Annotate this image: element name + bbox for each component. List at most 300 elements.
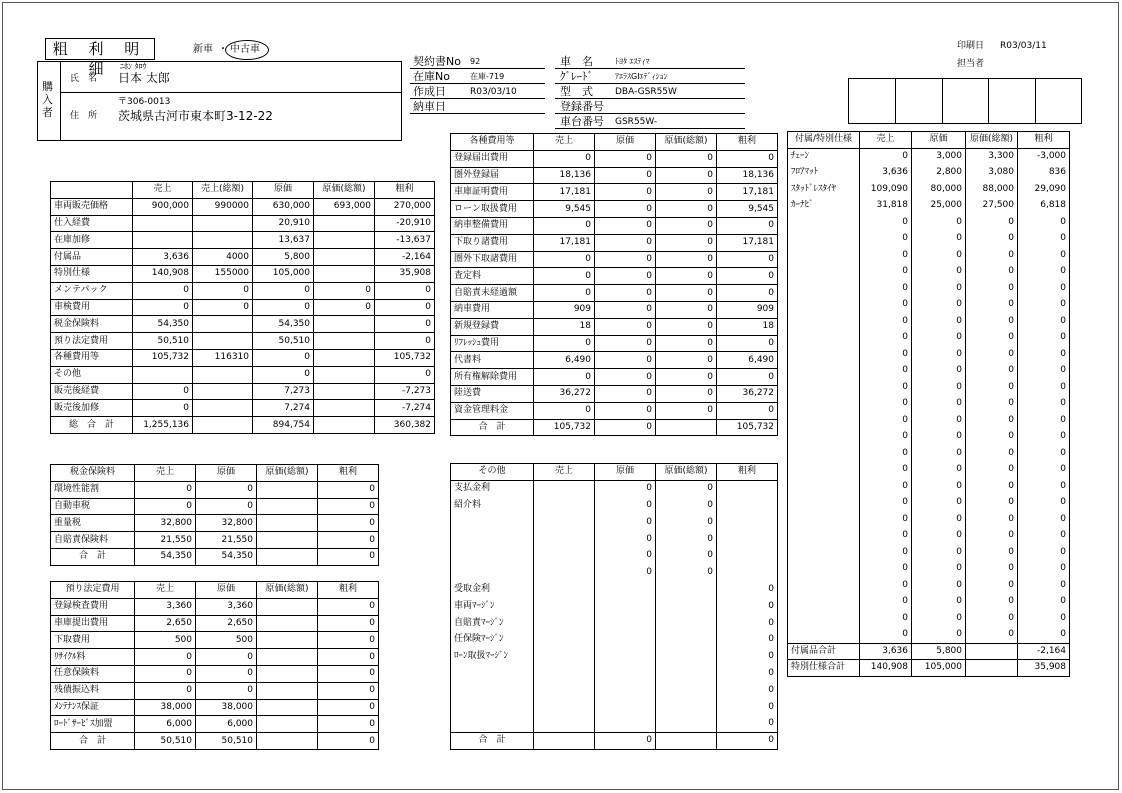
- table-cell: 0: [656, 497, 717, 514]
- table-cell: 0: [966, 231, 1018, 248]
- table-cell: 0: [717, 665, 778, 682]
- table-row: [451, 167, 778, 184]
- column-header: 売上: [534, 464, 595, 481]
- row-label: [788, 280, 860, 297]
- buyer-name: 日本 太郎: [118, 71, 170, 85]
- grade: ｱｴﾗｽGIｴﾃﾞｨｼｮﾝ: [615, 72, 668, 81]
- table-cell: 0: [318, 532, 379, 549]
- table-cell: 5,800: [912, 643, 966, 660]
- table-cell: 0: [318, 615, 379, 632]
- table-cell: 17,181: [717, 184, 778, 201]
- table-cell: [534, 598, 595, 615]
- table-cell: [534, 715, 595, 732]
- column-header: 粗利: [318, 465, 379, 482]
- table-row: [788, 577, 1070, 594]
- table-cell: -7,273: [375, 383, 435, 400]
- table-row: [51, 316, 435, 333]
- table-row: [788, 264, 1070, 281]
- table-row: [51, 716, 379, 733]
- table-cell: 0: [966, 610, 1018, 627]
- table-cell: 54,350: [133, 316, 193, 333]
- table-cell: 36,272: [717, 385, 778, 402]
- table-cell: [656, 665, 717, 682]
- table-cell: 80,000: [912, 181, 966, 198]
- table-cell: 0: [196, 682, 257, 699]
- row-label: [788, 264, 860, 281]
- table-cell: 0: [966, 511, 1018, 528]
- table-cell: 0: [656, 402, 717, 419]
- table-cell: 35,908: [1018, 660, 1070, 677]
- row-label: 自賠責未経過額: [451, 285, 534, 302]
- table-row: [51, 265, 435, 282]
- table-cell: 0: [314, 282, 375, 299]
- table-row: [788, 462, 1070, 479]
- table-row: [451, 531, 778, 548]
- table-cell: -2,164: [375, 249, 435, 266]
- table-cell: [534, 531, 595, 548]
- row-label: 下取り諸費用: [451, 234, 534, 251]
- table-row: [51, 232, 435, 249]
- row-label: 特別仕様合計: [788, 660, 860, 677]
- table-cell: 3,360: [196, 598, 257, 615]
- column-header: 付属/特別仕様: [788, 132, 860, 149]
- table-cell: 18: [717, 318, 778, 335]
- column-header: 原価: [912, 132, 966, 149]
- table-cell: 0: [1018, 280, 1070, 297]
- table-cell: 0: [1018, 627, 1070, 644]
- table-row: [788, 660, 1070, 677]
- table-cell: 0: [966, 363, 1018, 380]
- table-row: [451, 682, 778, 699]
- table-cell: 0: [318, 548, 379, 565]
- column-header: 原価(総額): [656, 464, 717, 481]
- table-cell: [595, 648, 656, 665]
- table-row: [51, 615, 379, 632]
- table-cell: 0: [196, 665, 257, 682]
- table-cell: 105,732: [534, 419, 595, 436]
- table-row: [788, 214, 1070, 231]
- table-header-row: [451, 134, 778, 151]
- table-cell: 3,636: [860, 165, 912, 182]
- table-cell: 0: [860, 429, 912, 446]
- table-row: [788, 544, 1070, 561]
- table-cell: 0: [656, 352, 717, 369]
- table-cell: 18: [534, 318, 595, 335]
- table-cell: 0: [860, 214, 912, 231]
- table-cell: [656, 615, 717, 632]
- table-cell: 27,500: [966, 198, 1018, 215]
- table-cell: 17,181: [717, 234, 778, 251]
- table-cell: 0: [860, 297, 912, 314]
- table-cell: 50,510: [196, 733, 257, 750]
- row-label: [788, 412, 860, 429]
- table-row: [451, 335, 778, 352]
- table-row: [51, 515, 379, 532]
- table-row: [788, 181, 1070, 198]
- table-cell: 0: [595, 732, 656, 749]
- table-cell: 0: [1018, 561, 1070, 578]
- table-row: [451, 352, 778, 369]
- table-cell: 0: [912, 561, 966, 578]
- row-label: 特別仕様: [51, 265, 133, 282]
- table-cell: 0: [717, 217, 778, 234]
- row-label: ﾌﾛｱﾏｯﾄ: [788, 165, 860, 182]
- table-row: [451, 268, 778, 285]
- row-label: 自賠責ﾏｰｼﾞﾝ: [451, 615, 534, 632]
- row-label: 総 合 計: [51, 417, 133, 434]
- row-label: [451, 682, 534, 699]
- table-row: [451, 234, 778, 251]
- table-header-row: [51, 182, 435, 199]
- table-cell: 0: [912, 462, 966, 479]
- table-cell: 0: [1018, 445, 1070, 462]
- zip-code: 〒306-0013: [118, 97, 171, 107]
- table-cell: [193, 417, 253, 434]
- column-header: 原価(総額): [656, 134, 717, 151]
- table-cell: 0: [860, 544, 912, 561]
- table-cell: 20,910: [253, 215, 314, 232]
- table-cell: 0: [912, 379, 966, 396]
- table-cell: 0: [534, 402, 595, 419]
- table-cell: 0: [375, 316, 435, 333]
- table-cell: 2,650: [196, 615, 257, 632]
- contract-no: 92: [470, 57, 481, 66]
- table-cell: [534, 581, 595, 598]
- name-label: 氏 名: [70, 74, 98, 84]
- table-cell: [595, 598, 656, 615]
- table-cell: [966, 660, 1018, 677]
- table-cell: [257, 515, 318, 532]
- table-cell: [534, 514, 595, 531]
- table-cell: 900,000: [133, 198, 193, 215]
- row-label: [788, 495, 860, 512]
- table-row: [451, 369, 778, 386]
- table-cell: 0: [656, 480, 717, 497]
- table-cell: 0: [253, 366, 314, 383]
- table-cell: 0: [318, 699, 379, 716]
- table-cell: 0: [318, 682, 379, 699]
- table-row: [51, 532, 379, 549]
- row-label: 紹介料: [451, 497, 534, 514]
- table-row: [451, 402, 778, 419]
- table-cell: 0: [534, 217, 595, 234]
- table-cell: [257, 498, 318, 515]
- table-cell: -3,000: [1018, 148, 1070, 165]
- table-cell: 0: [318, 665, 379, 682]
- table-cell: 0: [912, 214, 966, 231]
- table-cell: 0: [860, 495, 912, 512]
- table-cell: [314, 400, 375, 417]
- table-cell: 4000: [193, 249, 253, 266]
- table-cell: 18,136: [534, 167, 595, 184]
- table-cell: 0: [966, 214, 1018, 231]
- table-cell: 0: [135, 649, 196, 666]
- row-label: 任意保険料: [51, 665, 135, 682]
- row-label: 合 計: [451, 419, 534, 436]
- row-label: 圏外登録届: [451, 167, 534, 184]
- table-cell: 0: [534, 369, 595, 386]
- table-cell: [595, 682, 656, 699]
- table-cell: [717, 480, 778, 497]
- row-label: メンテパック: [51, 282, 133, 299]
- table-cell: [257, 699, 318, 716]
- column-header: 粗利: [717, 134, 778, 151]
- table-cell: [717, 497, 778, 514]
- table-cell: 0: [966, 561, 1018, 578]
- table-row: [788, 396, 1070, 413]
- table-row: [451, 497, 778, 514]
- table-cell: [656, 648, 717, 665]
- table-cell: 32,800: [135, 515, 196, 532]
- table-cell: 13,637: [253, 232, 314, 249]
- table-cell: 0: [534, 251, 595, 268]
- table-row: [451, 201, 778, 218]
- table-cell: 0: [966, 264, 1018, 281]
- table-cell: 0: [656, 301, 717, 318]
- table-cell: 0: [135, 682, 196, 699]
- table-cell: 0: [656, 234, 717, 251]
- table-cell: 0: [860, 462, 912, 479]
- table-header-row: [51, 465, 379, 482]
- table-row: [451, 665, 778, 682]
- table-cell: 0: [912, 528, 966, 545]
- table-cell: [257, 481, 318, 498]
- table-cell: 0: [375, 333, 435, 350]
- table-cell: 500: [135, 632, 196, 649]
- table-cell: 0: [966, 396, 1018, 413]
- table-cell: [534, 631, 595, 648]
- table-cell: 0: [860, 280, 912, 297]
- table-cell: 270,000: [375, 198, 435, 215]
- table-cell: 0: [966, 462, 1018, 479]
- table-cell: 0: [318, 716, 379, 733]
- table-cell: [193, 383, 253, 400]
- row-label: 任保険ﾏｰｼﾞﾝ: [451, 631, 534, 648]
- table-cell: [534, 699, 595, 716]
- table-cell: 0: [717, 251, 778, 268]
- table-cell: 105,732: [133, 349, 193, 366]
- row-label: [788, 313, 860, 330]
- table-cell: 38,000: [196, 699, 257, 716]
- table-cell: 0: [717, 369, 778, 386]
- table-cell: [595, 581, 656, 598]
- row-label: [788, 594, 860, 611]
- table-cell: 0: [860, 396, 912, 413]
- table-row: [451, 150, 778, 167]
- table-cell: 0: [966, 627, 1018, 644]
- table-cell: 0: [912, 445, 966, 462]
- table-cell: 0: [860, 264, 912, 281]
- table-row: [788, 247, 1070, 264]
- column-header: 原価(総額): [257, 582, 318, 599]
- table-cell: 0: [595, 564, 656, 581]
- table-row: [451, 301, 778, 318]
- table-cell: 0: [133, 400, 193, 417]
- table-cell: [656, 715, 717, 732]
- table-cell: 0: [318, 515, 379, 532]
- row-label: ローン取扱費用: [451, 201, 534, 218]
- table-cell: 0: [717, 615, 778, 632]
- table-cell: 0: [860, 478, 912, 495]
- buyer-address: 茨城県古河市東本町3-12-22: [118, 109, 273, 123]
- table-cell: 0: [860, 594, 912, 611]
- table-cell: 0: [717, 598, 778, 615]
- table-cell: [193, 400, 253, 417]
- table-cell: 0: [860, 561, 912, 578]
- table-cell: [193, 366, 253, 383]
- table-cell: 0: [595, 167, 656, 184]
- row-label: 在庫加修: [51, 232, 133, 249]
- table-cell: 2,650: [135, 615, 196, 632]
- table-cell: 0: [656, 268, 717, 285]
- table-header-row: [788, 132, 1070, 149]
- table-cell: 0: [1018, 247, 1070, 264]
- table-row: [451, 547, 778, 564]
- row-label: 重量税: [51, 515, 135, 532]
- table-row: [788, 528, 1070, 545]
- table-cell: 0: [595, 419, 656, 436]
- stock-no: 在庫-719: [470, 72, 505, 81]
- contract-no-label: 契約書No: [413, 55, 461, 68]
- table-cell: 0: [133, 383, 193, 400]
- row-label: [788, 363, 860, 380]
- table-cell: 0: [534, 268, 595, 285]
- table-cell: 0: [595, 234, 656, 251]
- table-cell: 0: [133, 282, 193, 299]
- table-row: [788, 165, 1070, 182]
- table-row: [788, 280, 1070, 297]
- table-row: [788, 511, 1070, 528]
- table-cell: 38,000: [135, 699, 196, 716]
- new-car-label: 新車: [193, 44, 213, 55]
- table-cell: [314, 265, 375, 282]
- table-row: [51, 632, 379, 649]
- table-cell: 0: [966, 495, 1018, 512]
- column-header: 粗利: [375, 182, 435, 199]
- column-header: 原価: [595, 134, 656, 151]
- table-cell: [656, 699, 717, 716]
- table-row: [788, 297, 1070, 314]
- column-header: 粗利: [1018, 132, 1070, 149]
- table-cell: 0: [318, 481, 379, 498]
- row-label: 所有権解除費用: [451, 369, 534, 386]
- row-label: 車庫提出費用: [51, 615, 135, 632]
- table-cell: [966, 643, 1018, 660]
- table-cell: [314, 349, 375, 366]
- table-cell: 0: [656, 217, 717, 234]
- table-cell: 0: [860, 445, 912, 462]
- table-row: [51, 649, 379, 666]
- fees-table: [450, 133, 778, 436]
- row-label: 納車整備費用: [451, 217, 534, 234]
- table-cell: 0: [912, 280, 966, 297]
- table-cell: 0: [595, 385, 656, 402]
- table-cell: 0: [912, 495, 966, 512]
- table-cell: 109,090: [860, 181, 912, 198]
- table-cell: [534, 682, 595, 699]
- row-label: [788, 297, 860, 314]
- row-label: 陸送費: [451, 385, 534, 402]
- table-cell: 0: [966, 528, 1018, 545]
- row-label: [788, 396, 860, 413]
- table-cell: 5,800: [253, 249, 314, 266]
- deposit-table: [50, 581, 379, 750]
- column-header: 売上: [133, 182, 193, 199]
- row-label: 各種費用等: [51, 349, 133, 366]
- table-cell: 0: [375, 282, 435, 299]
- table-row: [788, 412, 1070, 429]
- table-row: [788, 643, 1070, 660]
- row-label: [788, 462, 860, 479]
- table-row: [451, 318, 778, 335]
- print-date: R03/03/11: [1000, 41, 1047, 51]
- row-label: 車庫証明費用: [451, 184, 534, 201]
- table-cell: 0: [860, 379, 912, 396]
- table-row: [788, 148, 1070, 165]
- row-label: [451, 665, 534, 682]
- table-cell: 836: [1018, 165, 1070, 182]
- table-cell: -7,274: [375, 400, 435, 417]
- row-label: [451, 531, 534, 548]
- table-cell: 3,636: [133, 249, 193, 266]
- table-cell: 0: [912, 313, 966, 330]
- table-cell: 990000: [193, 198, 253, 215]
- column-header: 売上: [534, 134, 595, 151]
- row-label: 預り法定費用: [51, 333, 133, 350]
- table-cell: 0: [966, 445, 1018, 462]
- table-cell: 0: [135, 665, 196, 682]
- table-cell: [257, 649, 318, 666]
- table-total-row: [451, 732, 778, 749]
- table-header-row: [451, 464, 778, 481]
- table-cell: 0: [595, 514, 656, 531]
- row-label: 残債振込料: [51, 682, 135, 699]
- table-cell: 0: [656, 184, 717, 201]
- table-cell: 6,000: [196, 716, 257, 733]
- table-cell: [257, 632, 318, 649]
- table-cell: 35,908: [375, 265, 435, 282]
- table-cell: 54,350: [135, 548, 196, 565]
- table-cell: 6,490: [534, 352, 595, 369]
- table-cell: 0: [595, 201, 656, 218]
- table-cell: 31,818: [860, 198, 912, 215]
- table-cell: 105,000: [912, 660, 966, 677]
- table-total-row: [51, 548, 379, 565]
- table-cell: 0: [656, 547, 717, 564]
- table-cell: [534, 615, 595, 632]
- row-label: 合 計: [51, 548, 135, 565]
- table-row: [788, 330, 1070, 347]
- table-row: [51, 333, 435, 350]
- table-cell: 0: [656, 201, 717, 218]
- buyer-side-label: 購入者: [42, 80, 53, 119]
- column-header: 原価: [253, 182, 314, 199]
- table-cell: 0: [860, 330, 912, 347]
- table-cell: 0: [656, 385, 717, 402]
- table-cell: 0: [534, 285, 595, 302]
- table-row: [451, 385, 778, 402]
- table-cell: 0: [1018, 594, 1070, 611]
- row-label: [788, 610, 860, 627]
- table-cell: [257, 548, 318, 565]
- column-header: 原価(総額): [314, 182, 375, 199]
- table-cell: 0: [860, 247, 912, 264]
- table-cell: 0: [595, 217, 656, 234]
- table-cell: 0: [595, 547, 656, 564]
- table-row: [51, 699, 379, 716]
- table-cell: [257, 615, 318, 632]
- table-row: [451, 598, 778, 615]
